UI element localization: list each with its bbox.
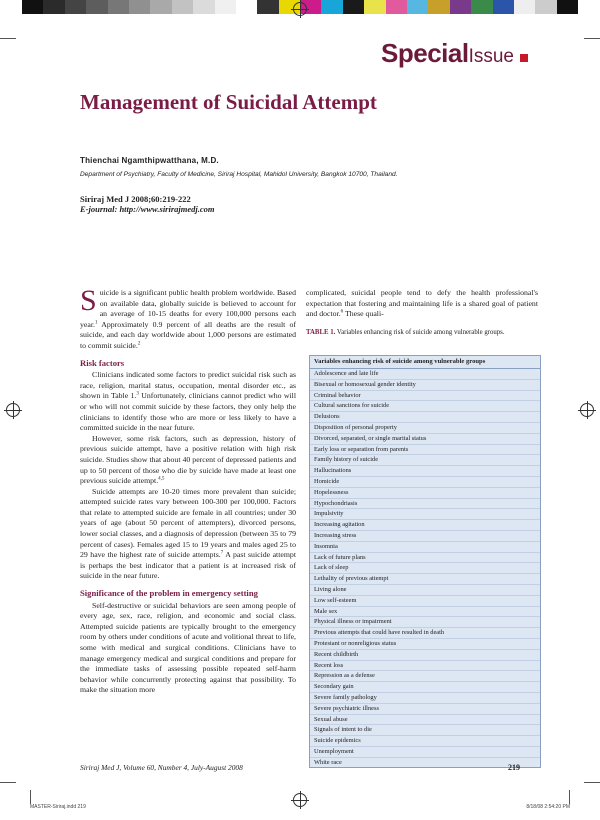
color-swatch [129,0,150,14]
color-swatch [514,0,535,14]
heading-significance: Significance of the problem in emergency setting [80,588,258,599]
table-row: Impulsivity [310,509,540,520]
dropcap: S [80,284,97,317]
table-row: Bisexual or homosexual gender identity [310,380,540,391]
color-swatch [150,0,171,14]
table-header: Variables enhancing risk of suicide among vulnerable groups [310,356,540,369]
color-swatch [364,0,385,14]
table-row: Secondary gain [310,682,540,693]
crop-mark [584,782,600,783]
table-row: Increasing stress [310,531,540,542]
table-row: Increasing agitation [310,520,540,531]
color-swatch [172,0,193,14]
table-row: Signals of intent to die [310,725,540,736]
table-row: Previous attempts that could have resulted in death [310,628,540,639]
table-row: Sexual abuse [310,715,540,726]
crop-mark [0,782,16,783]
color-swatch [236,0,257,14]
color-swatch [471,0,492,14]
table-row: Homicide [310,477,540,488]
color-swatch [535,0,556,14]
color-swatch [386,0,407,14]
slug-date: 8/18/08 2:54:20 PM [526,804,570,810]
table-row: Male sex [310,607,540,618]
table-row: Hallucinations [310,466,540,477]
table-row: Recent childbirth [310,650,540,661]
affiliation: Department of Psychiatry, Faculty of Medicine, Siriraj Hospital, Mahidol University, Bangkok 10700, Thailand. [80,171,398,178]
table-row: Physical illness or impairment [310,617,540,628]
table-row: White race [314,758,342,766]
table-row: Hypochondriasis [310,499,540,510]
heading-risk-factors: Risk factors [80,357,125,368]
badge-square-icon [520,54,528,62]
table-row: Recent loss [310,661,540,672]
article-title: Management of Suicidal Attempt [80,90,377,114]
table-row: Unemployment [310,747,540,758]
table-row: Cultural sanctions for suicide [310,401,540,412]
page-footer [80,763,520,772]
color-swatch [215,0,236,14]
color-swatch [86,0,107,14]
table-row: Repression as a defense [310,671,540,682]
registration-mark-right [580,403,594,417]
ejournal-link[interactable]: E-journal: http://www.sirirajmedj.com [80,204,215,214]
color-swatch [65,0,86,14]
registration-mark-left [6,403,20,417]
table-row: Suicide epidemics [310,736,540,747]
intro-paragraph: Suicide is a significant public health problem worldwide. Based on available data, globally suicide is believed to account for an average of 10-15 deaths for every 100,000 persons each year.$^1$ Approximately 0.9 percent of all deaths are the result of suicide, and each day worldwide about 1,000 persons are estimated to commit suicide.$^2$ [80,284,296,350]
table-caption: TABLE 1. Variables enhancing risk of suicide among vulnerable groups. [306,329,505,336]
special-label: Special [381,38,469,68]
right-column-text [306,288,538,320]
crop-mark [569,790,570,804]
table-row: Divorced, separated, or single marital status [310,434,540,445]
table-row: Severe family pathology [310,693,540,704]
table-row: Insomnia [310,542,540,553]
table-body [310,369,540,767]
risk-paragraph-2: However, some risk factors, such as depression, history of previous suicide attempt, have a positive relation with high risk suicide. Studies show that about 40 percent of depressed patients and up to 50 percent of those who die by suicide have made at least one previous suicide attempt.$^{4,5}$ [80,433,296,486]
table-row: Protestant or nonreligious status [310,639,540,650]
table-row: Adolescence and late life [310,369,540,380]
color-swatch [428,0,449,14]
citation: Siriraj Med J 2008;60:219-222 [80,194,191,204]
table-row: Disposition of personal property [310,423,540,434]
risk-factors-table [309,355,541,768]
table-row: Family history of suicide [310,455,540,466]
table-row: Delusions [310,412,540,423]
crop-mark [0,38,16,39]
left-column [80,284,296,696]
table-row: Severe psychiatric illness [310,704,540,715]
author: Thienchai Ngamthipwatthana, M.D. [80,156,219,165]
table-row: Low self-esteem [310,596,540,607]
color-swatch [343,0,364,14]
table-row: Living alone [310,585,540,596]
color-swatch [257,0,278,14]
special-issue-badge [381,38,528,69]
color-swatch [407,0,428,14]
table-row: Early loss or separation from parents [310,445,540,456]
color-swatch [450,0,471,14]
table-row: Lack of sleep [310,563,540,574]
risk-paragraph-1: Clinicians indicated some factors to predict suicidal risk such as race, religion, marital status, occupation, mental disorder etc., as shown in Table 1.$^3$ Unfortunately, clinicians cannot predict who will or who will not commit suicide by these factors, they only help the clinicians to identify those who are more or less likely to have a committed suicide in the near future. [80,370,296,433]
registration-mark-bottom [293,793,307,807]
table-row: Lethality of previous attempt [310,574,540,585]
color-swatch [22,0,43,14]
page-number: 219 [508,763,520,772]
risk-paragraph-3: Suicide attempts are 10-20 times more prevalent than suicide; attempted suicide rates vary between 100-300 per 100,000. Factors that relate to attempted suicide are female in all countries; under 30 years of age (about 50 percent of attempters), divorced persons, lower social classes, and a diagnosis of depression (between 35 to 79 percent of cases). Females aged 15 to 19 years and males aged 25 to 29 have the highest rate of suicide attempts.$^7$ A past suicide attempt is perhaps the best indicator that a patient is at increased risk of suicide in the near future. [80,486,296,581]
footer-journal: Siriraj Med J, Volume 60, Number 4, July-August 2008 [80,763,243,772]
crop-mark [30,790,31,804]
issue-label: Issue [468,46,514,67]
color-swatch [108,0,129,14]
slug-file: MASTER-Siriraj.indd 219 [30,804,86,810]
table-row: Lack of future plans [310,553,540,564]
crop-mark [584,38,600,39]
table-row: Criminal behavior [310,391,540,402]
color-swatch [493,0,514,14]
significance-paragraph: Self-destructive or suicidal behaviors are seen among people of every age, sex, race, religion, and economic and social class. Attempted suicide patients are typically brought to the emergency room by others under conditions of acute and volitional threat to life, some with medical and surgical conditions. Clinicians have to manage emergency medical and surgical conditions and prepare for the immediate tasks of assessing possible repeated self-harm behavior while concurrently protecting against that possibility. To make the situation more [80,600,296,695]
color-swatch [557,0,578,14]
color-swatch [321,0,342,14]
registration-mark-top [293,2,307,16]
table-row: Hopelessness [310,488,540,499]
color-swatch [193,0,214,14]
right-paragraph: complicated, suicidal people tend to defy the health professional's expectation that fostering and maintaining life is a shared goal of patient and doctor.$^6$ These quali- [306,288,538,319]
color-swatch [43,0,64,14]
